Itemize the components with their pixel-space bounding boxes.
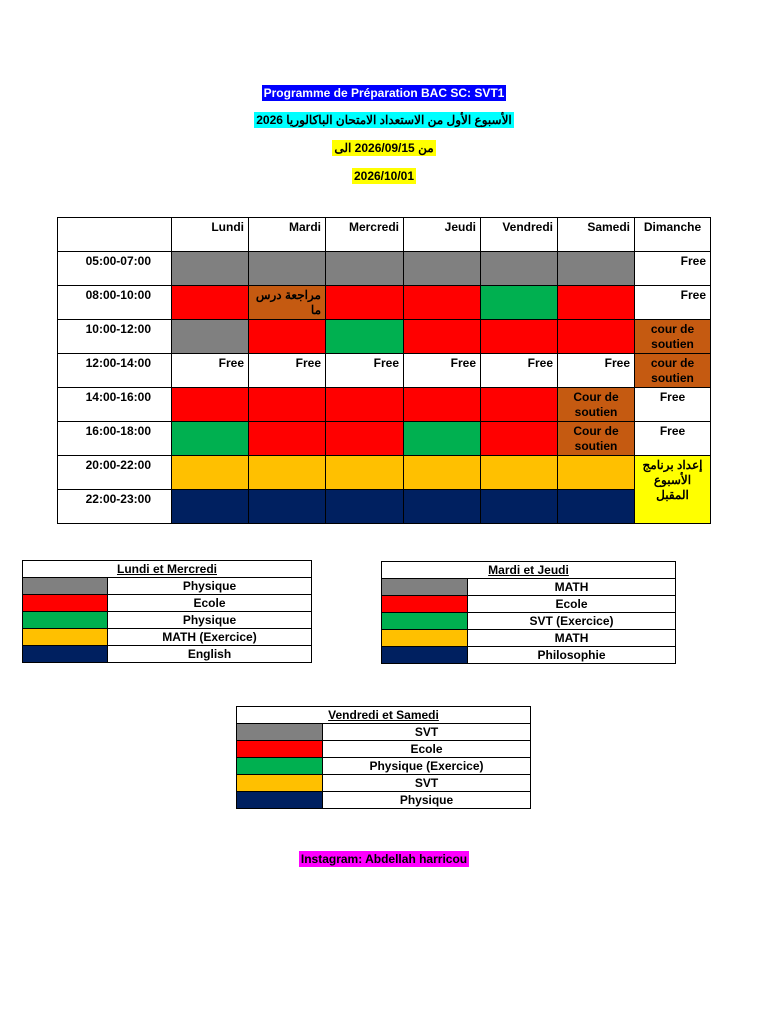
time-slot: 10:00-12:00	[58, 320, 172, 354]
schedule-cell	[404, 320, 481, 354]
schedule-cell	[558, 490, 635, 524]
schedule-row	[58, 490, 711, 524]
schedule-cell	[249, 388, 326, 422]
schedule-row	[58, 388, 711, 422]
legend-row	[382, 579, 676, 596]
schedule-header-row	[58, 218, 711, 252]
schedule-cell	[172, 286, 249, 320]
legend-title: Vendredi et Samedi	[237, 707, 531, 724]
schedule-cell	[481, 320, 558, 354]
legend-row	[382, 596, 676, 613]
legend-swatch	[237, 792, 323, 809]
schedule-cell	[558, 320, 635, 354]
schedule-cell: Free	[172, 354, 249, 388]
schedule-cell	[172, 320, 249, 354]
weekly-schedule-table	[57, 217, 711, 524]
schedule-cell: Free	[635, 286, 711, 320]
legend-vendredi-samedi	[236, 706, 531, 809]
legend-swatch	[237, 741, 323, 758]
legend-lundi-mercredi	[22, 560, 312, 663]
day-header: Vendredi	[481, 218, 558, 252]
schedule-cell	[404, 388, 481, 422]
schedule-cell: cour de soutien	[635, 354, 711, 388]
day-header: Lundi	[172, 218, 249, 252]
schedule-cell	[481, 388, 558, 422]
legend-label: Ecole	[108, 595, 312, 612]
schedule-cell: Free	[481, 354, 558, 388]
schedule-cell: Cour de soutien	[558, 422, 635, 456]
legend-row	[23, 646, 312, 663]
legend-row	[23, 595, 312, 612]
legend-row	[23, 578, 312, 595]
legend-swatch	[382, 613, 468, 630]
schedule-row	[58, 422, 711, 456]
legend-title: Lundi et Mercredi	[23, 561, 312, 578]
legend-swatch	[23, 578, 108, 595]
day-header: Mercredi	[326, 218, 404, 252]
legend-row	[237, 741, 531, 758]
legend-label: MATH (Exercice)	[108, 629, 312, 646]
legend-label: Physique	[108, 612, 312, 629]
legend-swatch	[237, 724, 323, 741]
schedule-cell	[326, 422, 404, 456]
instagram-credit: Instagram: Abdellah harricou	[300, 852, 468, 866]
time-slot: 08:00-10:00	[58, 286, 172, 320]
time-slot: 14:00-16:00	[58, 388, 172, 422]
schedule-cell	[558, 286, 635, 320]
schedule-cell: Free	[635, 252, 711, 286]
legend-row	[237, 792, 531, 809]
time-slot: 20:00-22:00	[58, 456, 172, 490]
legend-row	[23, 629, 312, 646]
schedule-cell	[481, 422, 558, 456]
legend-swatch	[237, 758, 323, 775]
schedule-row	[58, 320, 711, 354]
time-slot: 22:00-23:00	[58, 490, 172, 524]
next-week-planning-cell: إعداد برنامج الأسبوع المقبل	[635, 456, 711, 524]
date-to: 2026/10/01	[353, 169, 415, 183]
schedule-cell	[172, 422, 249, 456]
day-header: Dimanche	[635, 218, 711, 252]
schedule-row	[58, 252, 711, 286]
schedule-cell	[404, 286, 481, 320]
legend-label: SVT (Exercice)	[468, 613, 676, 630]
schedule-cell	[481, 490, 558, 524]
legend-label: SVT	[323, 724, 531, 741]
corner-cell	[58, 218, 172, 252]
schedule-cell	[249, 320, 326, 354]
legend-swatch	[23, 629, 108, 646]
schedule-cell	[249, 456, 326, 490]
time-slot: 16:00-18:00	[58, 422, 172, 456]
legend-swatch	[23, 646, 108, 663]
legend-label: SVT	[323, 775, 531, 792]
schedule-cell	[172, 456, 249, 490]
legend-label: Physique	[323, 792, 531, 809]
day-header: Samedi	[558, 218, 635, 252]
schedule-cell	[481, 252, 558, 286]
legend-label: MATH	[468, 579, 676, 596]
time-slot: 05:00-07:00	[58, 252, 172, 286]
legend-row	[237, 775, 531, 792]
document-title: Programme de Préparation BAC SC: SVT1	[263, 86, 505, 100]
schedule-cell: Free	[635, 388, 711, 422]
legend-label: MATH	[468, 630, 676, 647]
schedule-cell: Free	[635, 422, 711, 456]
schedule-row	[58, 354, 711, 388]
legend-row	[23, 612, 312, 629]
legend-swatch	[23, 595, 108, 612]
schedule-cell	[558, 252, 635, 286]
legend-mardi-jeudi	[381, 561, 676, 664]
schedule-cell	[249, 422, 326, 456]
schedule-cell	[326, 456, 404, 490]
schedule-cell	[481, 286, 558, 320]
schedule-cell	[326, 388, 404, 422]
legend-swatch	[382, 579, 468, 596]
schedule-cell	[326, 320, 404, 354]
legend-row	[237, 758, 531, 775]
schedule-cell: Free	[404, 354, 481, 388]
date-from: من 2026/09/15 الى	[334, 141, 434, 155]
document-subtitle: الأسبوع الأول من الاستعداد الامتحان الباكالوريا 2026	[256, 113, 512, 127]
legend-swatch	[382, 630, 468, 647]
legend-label: English	[108, 646, 312, 663]
schedule-cell: Free	[249, 354, 326, 388]
legend-label: Physique (Exercice)	[323, 758, 531, 775]
schedule-cell: Free	[558, 354, 635, 388]
legend-row	[237, 724, 531, 741]
schedule-cell: cour de soutien	[635, 320, 711, 354]
schedule-cell	[172, 490, 249, 524]
day-header: Jeudi	[404, 218, 481, 252]
schedule-cell: Cour de soutien	[558, 388, 635, 422]
time-slot: 12:00-14:00	[58, 354, 172, 388]
legend-swatch	[382, 596, 468, 613]
schedule-cell	[404, 490, 481, 524]
schedule-cell: مراجعة درس ما	[249, 286, 326, 320]
legend-swatch	[382, 647, 468, 664]
schedule-row	[58, 286, 711, 320]
schedule-cell: Free	[326, 354, 404, 388]
legend-row	[382, 613, 676, 630]
schedule-cell	[481, 456, 558, 490]
legend-label: Ecole	[468, 596, 676, 613]
schedule-row	[58, 456, 711, 490]
legend-label: Ecole	[323, 741, 531, 758]
schedule-cell	[326, 490, 404, 524]
schedule-cell	[404, 252, 481, 286]
legend-title: Mardi et Jeudi	[382, 562, 676, 579]
schedule-cell	[172, 388, 249, 422]
schedule-cell	[404, 456, 481, 490]
legend-label: Physique	[108, 578, 312, 595]
legend-swatch	[237, 775, 323, 792]
schedule-cell	[249, 252, 326, 286]
schedule-cell	[249, 490, 326, 524]
day-header: Mardi	[249, 218, 326, 252]
legend-row	[382, 647, 676, 664]
schedule-cell	[326, 286, 404, 320]
schedule-cell	[326, 252, 404, 286]
schedule-cell	[558, 456, 635, 490]
schedule-cell	[172, 252, 249, 286]
legend-label: Philosophie	[468, 647, 676, 664]
legend-row	[382, 630, 676, 647]
legend-swatch	[23, 612, 108, 629]
schedule-cell	[404, 422, 481, 456]
